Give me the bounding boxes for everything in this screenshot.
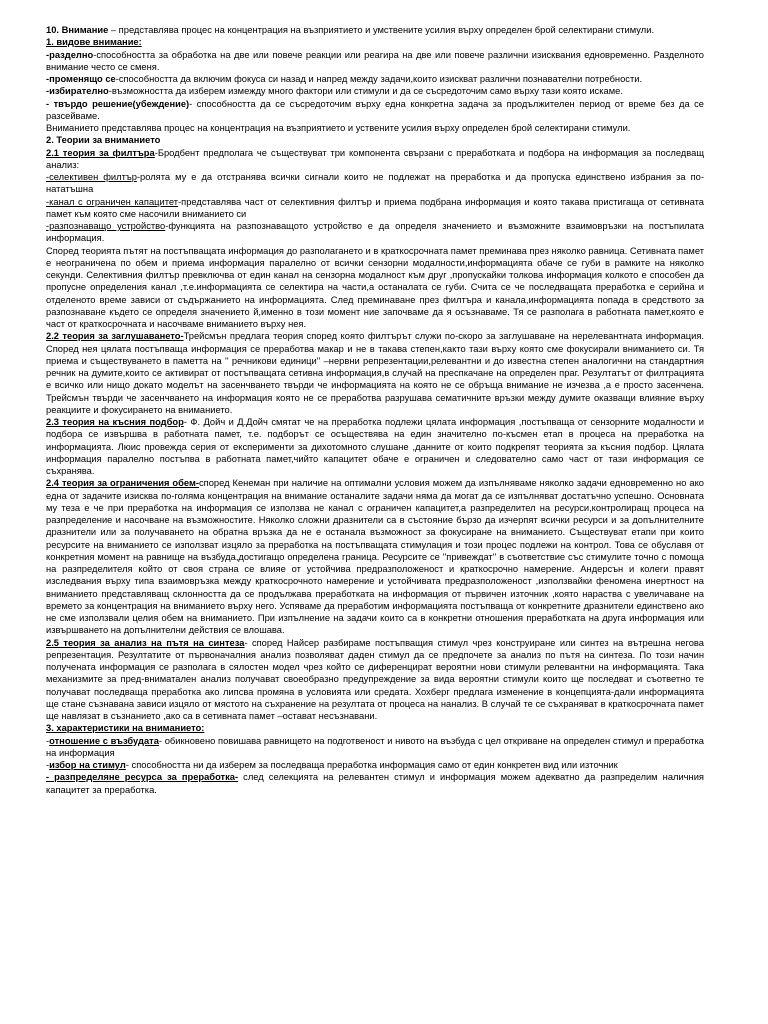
types-heading-text: 1. видове внимание:	[46, 37, 142, 48]
type-term: -избирателно	[46, 86, 109, 97]
characteristic-term: - разпределяне ресурса за преработка-	[46, 772, 239, 783]
section-2-3	[46, 416, 704, 477]
type-item-sustained	[46, 98, 704, 123]
characteristics-heading-text: 3. характеристики на вниманието:	[46, 723, 205, 734]
theories-heading-text: 2. Теории за вниманието	[46, 135, 161, 146]
characteristic-text: - способността ни да изберем за последваща преработка информация само от един конкретен вид или източник	[125, 760, 618, 770]
section-2-2	[46, 330, 704, 416]
section-text: - според Найсер разбираме постъпващия стимул чрез конструиране или синтез на вътрешна негова репрезентация. Резултатите от първоначалния анализ позволяват даден стимул да се предпочете за анализ по пътя на синтеза. По този начин получената информация се разполага в сялостен модел чрез който се диференцират вероятни нови стимули релевантни на информацията. Така механизмите за пред-вниматален анализ получават своеобразно предупреждение за вида вероятни стимули които ще последват и съответно те получават последваща преработка ако липсва промяна в условията или средата. Хохберг предлага изменение в концепцията-дали информацията ще стане съзнавана зависи изцяло от мястото на съхранение на резултата от процеса на нанализ. В случай те се съхраняват в краткосрочната памет ще навлязат в съзнанието ,ако са в сетивната памет –остават несъзнавани.	[46, 637, 704, 721]
section-2-1-body: Според теорията пътят на постъпващата информация до разполагането и в краткосрочната памет преминава през няколко равница. Сетивната памет е неограничена по обем и приема информация паралелно от всички сензорни модалности,информацията обаче се губи в рамките на няколко секунди. Селективния филтър превключва от един канал на сензорна модалност към друг ,пропускайки толкова информация колкото е способен да пропусне определения канал ,т.е.информацията се селектира на части,а останалата се губи. Счита се че последващата преработка е серийна и отделеното време зависи от съдържанието на информацията. След преминаване през филтъра и канала,информацията попада в средството за разпознаване където се определя значението й,именно в този момент ние започваме да я осъзнаваме. Тя се разполага в работната памет,която е част от краткосрочната и насочваме вниманието върху нея.	[46, 245, 704, 329]
characteristic-arousal: -отношение с възбудата- обикновено повишава равнището на подготвеност и нивото на възбуда с цел откриване на определен стимул и преработка на информация	[46, 735, 704, 758]
intro-term: 10. Внимание	[46, 25, 109, 35]
types-heading	[46, 36, 704, 48]
section-2-5	[46, 637, 704, 723]
filter-text: -ролята му е да отстранява всички сигнали които не подлежат на преработка и да пропуска единствено избрания за по-нататъшна	[46, 172, 704, 195]
section-text: -Бродбент предполага че съществуват три компонента свързани с преработката и подбора на информация за последващ анализ:	[46, 147, 705, 170]
type-text: -способността да включим фокуса си назад и напред между задачи,които изискват различни познавателни потребности.	[115, 74, 643, 84]
section-title: 2.1 теория за филтъра	[46, 147, 155, 158]
filter-text: -функцията на разпознаващото устройство е да определя значението и възможните взаимовръзки на постъпилата информация.	[46, 221, 704, 244]
types-summary: Вниманието представлява процес на концентрация на възприятието и уствените усилия върху определен брой селектирани стимули.	[46, 123, 631, 133]
characteristic-text: след селекцията на релевантен стимул и информация можем адекватно да разпределим наличния капацитет за преработка.	[46, 772, 704, 795]
filter-text: -представлява част от селективния филтър и приема подбрана информация и която такава пристигаща от сетивната памет към която сме насочили вниманието си	[46, 196, 704, 219]
section-title: 2.2 теория за заглушаването-	[46, 331, 184, 342]
section-text: - Ф. Дойч и Д.Дойч смятат че на преработка подлежи цялата информация ,постъпваща от сензорните модалности и подбора се извършва в работната памет, т.е. подборът се осъществява на един значително по-късмен етап в процеса на преработка на информацията. Люис провежда серия от експерименти за дихотомното слушане ,данните от които подкрепят теорията за късния подбор. Цялата информация паралелно постъпва в работната памет,чийто капацитет обаче е ограничен и следователно само част от тази информация се съхранява.	[46, 417, 704, 476]
type-text: -възможността да изберем измежду много фактори или стимули и да се съсредоточим само върху тази която искаме.	[108, 86, 623, 97]
type-item-shifting	[46, 73, 704, 85]
filter-item-recognizer	[46, 220, 704, 245]
section-2-1	[46, 147, 704, 172]
type-text: - способността да се съсредоточим върху една конкретна задача за продължителен период от време без да се разсейваме.	[46, 98, 705, 121]
intro-text: – представлява процес на концентрация на възприятието и умствените усилия върху определен брой селектирани стимули.	[108, 25, 655, 35]
theories-heading	[46, 134, 704, 146]
filter-term: -канал с ограничен капацитет	[46, 196, 179, 207]
section-title: 2.4 теория за ограничения обем-	[46, 478, 199, 489]
characteristics-heading	[46, 722, 704, 734]
type-text: -способността за обработка на две или повече реакции или реагира на две или повече различни изисквания едновременно. Разделното внимание често се сменя.	[46, 49, 704, 72]
filter-item-channel	[46, 196, 704, 221]
characteristic-stimulus-choice: -избор на стимул- способността ни да изберем за последваща преработка информация само от един конкретен вид или източник	[46, 760, 618, 770]
intro-paragraph	[46, 24, 704, 36]
characteristic-term: отношение с възбудата	[49, 735, 159, 746]
type-item-divided	[46, 49, 704, 74]
characteristic-text: - обикновено повишава равнището на подготвеност и нивото на възбуда с цел откриване на определен стимул и преработка на информация	[46, 735, 704, 758]
document-page	[46, 24, 704, 796]
type-term: - твърдо решение(убеждение)	[46, 98, 190, 109]
filter-term: -разпознаващо устройство	[46, 221, 166, 231]
filter-term: -селективен филтър	[46, 172, 137, 182]
type-item-selective	[46, 85, 704, 97]
section-title: 2.3 теория на късния подбор	[46, 417, 184, 427]
type-term: -разделно	[46, 49, 94, 60]
section-text: Трейсмън предлага теория според която филтърът служи по-скоро за заглушаване на нерелевантната информация. Според нея цялата постъпваща информация се преработва макар и не в такава степен,както тази върху която сме фокусирали вниманието си. Тя приема и съществуването в паметта на '' речникови единици'' –нервни репрезентации,релевантни и до известна степен аналогични на стандартния речник на думите,които се активират от постъпващата сетивна информация,в случай на преспкачане на определен праг. Резултатът от филтрацията е всичко или нищо докато моделът на засенчването твърди че информацията на която не се обръща внимание не изчезва ,а е просто засенчена. Трейсмън твърди че засенчването на информация която не се преработва разрушава сематичните връзки между думите оказващи влияние върху реакциите и фокусирането на вниманието.	[46, 331, 704, 415]
section-text: според Кенеман при наличие на оптимални условия можем да изпълняваме няколко задачи едновременно но ако една от задачите изисква по-голяма концентрация на внимание останалите задачи няма да могат да се изпълняват достатъчно успешно. Основната му теза е че при преработка на информация се използва не канал с ограничен капацитет,а разпределител на ресурси,контролиращ процеса на разпределение и насочване на възможностите. Няколко сложни дразнители са в състояние бързо да изчерпят всички ресурси и за допълнителните дразнители или за получаването на обратна връзка да не е останала възможност за фокусиране на вниманието. Съществуват етапи при които ресурсите на вниманието се използват изцяло за преработка на постъпващата стимулация и този процес подлежи на контрол. Това се обуславя от конкретния момент на равнище на възбуда,достигащо определена граница. Ресурсите се ''привеждат'' в съответствие със стимулите точно с помоща на разпределителя който от своя страна се влияе от устойчива предразположеност и краткосрочно намерение. Андерсън и колеги правят изследвания върху типа взаимовръзка между краткосрочното намерение и устойчивата предразположеност ,използвайки феномена инертност на вниманието представляващ склонността да се продължава преработката на информация от първичен източник ,която нараства с увеличаване на времето за концентрация на вниманието върху него. Успяваме да преработим информацията постъпваща от конкретните дразнители единствено ако не сме използвали целия обем на вниманието. При изпълнение на задачи които са в конкретни отношения преработката на друга информация или извършването на допълнителни действия се влошава.	[46, 478, 704, 636]
section-2-4	[46, 477, 704, 636]
filter-item-selective	[46, 171, 704, 196]
characteristic-resource-allocation	[46, 771, 704, 796]
characteristic-term: избор на стимул	[49, 760, 126, 770]
section-title: 2.5 теория за анализ на пътя на синтеза	[46, 637, 245, 648]
type-term: -променящо се	[46, 74, 116, 84]
